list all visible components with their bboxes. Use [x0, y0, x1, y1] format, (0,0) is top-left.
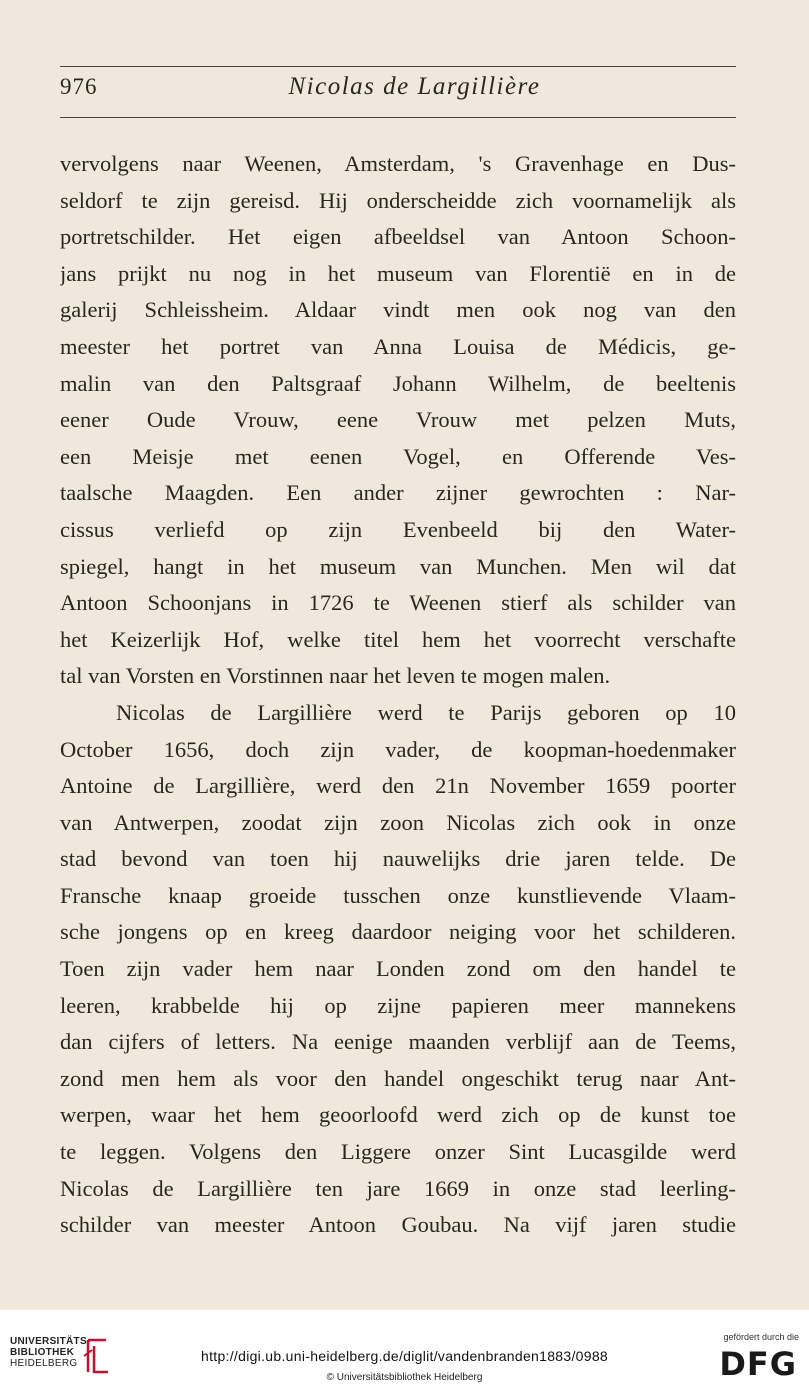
library-logo-text: UNIVERSITÄTS- BIBLIOTHEK HEIDELBERG: [10, 1336, 91, 1369]
text-line: Toen zijn vader hem naar Londen zond om den handel te: [60, 956, 736, 982]
text-line: het Keizerlijk Hof, welke titel hem het voorrecht verschafte: [60, 626, 736, 652]
text-line: eener Oude Vrouw, eene Vrouw met pelzen Muts,: [60, 407, 736, 433]
text-line: van Antwerpen, zoodat zijn zoon Nicolas zich ook in onze: [60, 809, 736, 835]
text-line: cissus verliefd op zijn Evenbeeld bij den Water-: [60, 516, 736, 542]
text-line: dan cijfers of letters. Na eenige maanden verblijf aan de Teems,: [60, 1029, 736, 1055]
text-line: sche jongens op en kreeg daardoor neiging voor het schilderen.: [60, 919, 736, 945]
text-line: meester het portret van Anna Louisa de Médicis, ge-: [60, 333, 736, 359]
source-url-link[interactable]: http://digi.ub.uni-heidelberg.de/diglit/vandenbranden1883/0988: [200, 1348, 609, 1364]
digitization-footer: [0, 1310, 809, 1394]
text-line: Antoine de Largillière, werd den 21n November 1659 poorter: [60, 773, 736, 799]
text-line: te leggen. Volgens den Liggere onzer Sint Lucasgilde werd: [60, 1139, 736, 1165]
copyright-notice: © Universitätsbibliothek Heidelberg: [326, 1372, 483, 1383]
text-line: tal van Vorsten en Vorstinnen naar het leven te mogen malen.: [60, 663, 611, 689]
text-line: Fransche knaap groeide tusschen onze kunstlievende Vlaam-: [60, 882, 736, 908]
text-line: schilder van meester Antoon Goubau. Na vijf jaren studie: [60, 1212, 736, 1238]
funder-caption: gefördert durch die: [723, 1332, 799, 1342]
body-text: [60, 146, 736, 1244]
text-line: portretschilder. Het eigen afbeeldsel van Antoon Schoon-: [60, 224, 736, 250]
dfg-logo-icon: DFG: [719, 1345, 797, 1383]
running-title: Nicolas de Largillière: [288, 73, 541, 100]
header-rule-top: [60, 66, 736, 67]
text-line-paragraph-start: Nicolas de Largillière werd te Parijs geboren op 10: [116, 699, 736, 725]
text-line: jans prijkt nu nog in het museum van Florentië en in de: [60, 260, 736, 286]
text-line: een Meisje met eenen Vogel, en Offerende Ves-: [60, 443, 736, 469]
text-line: Nicolas de Largillière ten jare 1669 in onze stad leerling-: [60, 1175, 736, 1201]
text-line: spiegel, hangt in het museum van Munchen. Men wil dat: [60, 553, 736, 579]
text-line: taalsche Maagden. Een ander zijner gewrochten : Nar-: [60, 480, 736, 506]
text-line: galerij Schleissheim. Aldaar vindt men ook nog van den: [60, 297, 736, 323]
text-line: seldorf te zijn gereisd. Hij onderscheidde zich voornamelijk als: [60, 187, 736, 213]
text-line: October 1656, doch zijn vader, de koopman-hoedenmaker: [60, 736, 736, 762]
text-line: Antoon Schoonjans in 1726 te Weenen stierf als schilder van: [60, 590, 736, 616]
text-line: malin van den Paltsgraaf Johann Wilhelm, de beeltenis: [60, 370, 736, 396]
text-line: leeren, krabbelde hij op zijne papieren meer mannekens: [60, 992, 736, 1018]
text-line: werpen, waar het hem geoorloofd werd zich op de kunst toe: [60, 1102, 736, 1128]
text-line: stad bevond van toen hij nauwelijks drie jaren telde. De: [60, 846, 736, 872]
page-number: 976: [60, 74, 98, 99]
text-line: zond men hem als voor den handel ongeschikt terug naar Ant-: [60, 1065, 736, 1091]
header-rule-bottom: [60, 117, 736, 118]
text-line: vervolgens naar Weenen, Amsterdam, 's Gravenhage en Dus-: [60, 151, 736, 176]
